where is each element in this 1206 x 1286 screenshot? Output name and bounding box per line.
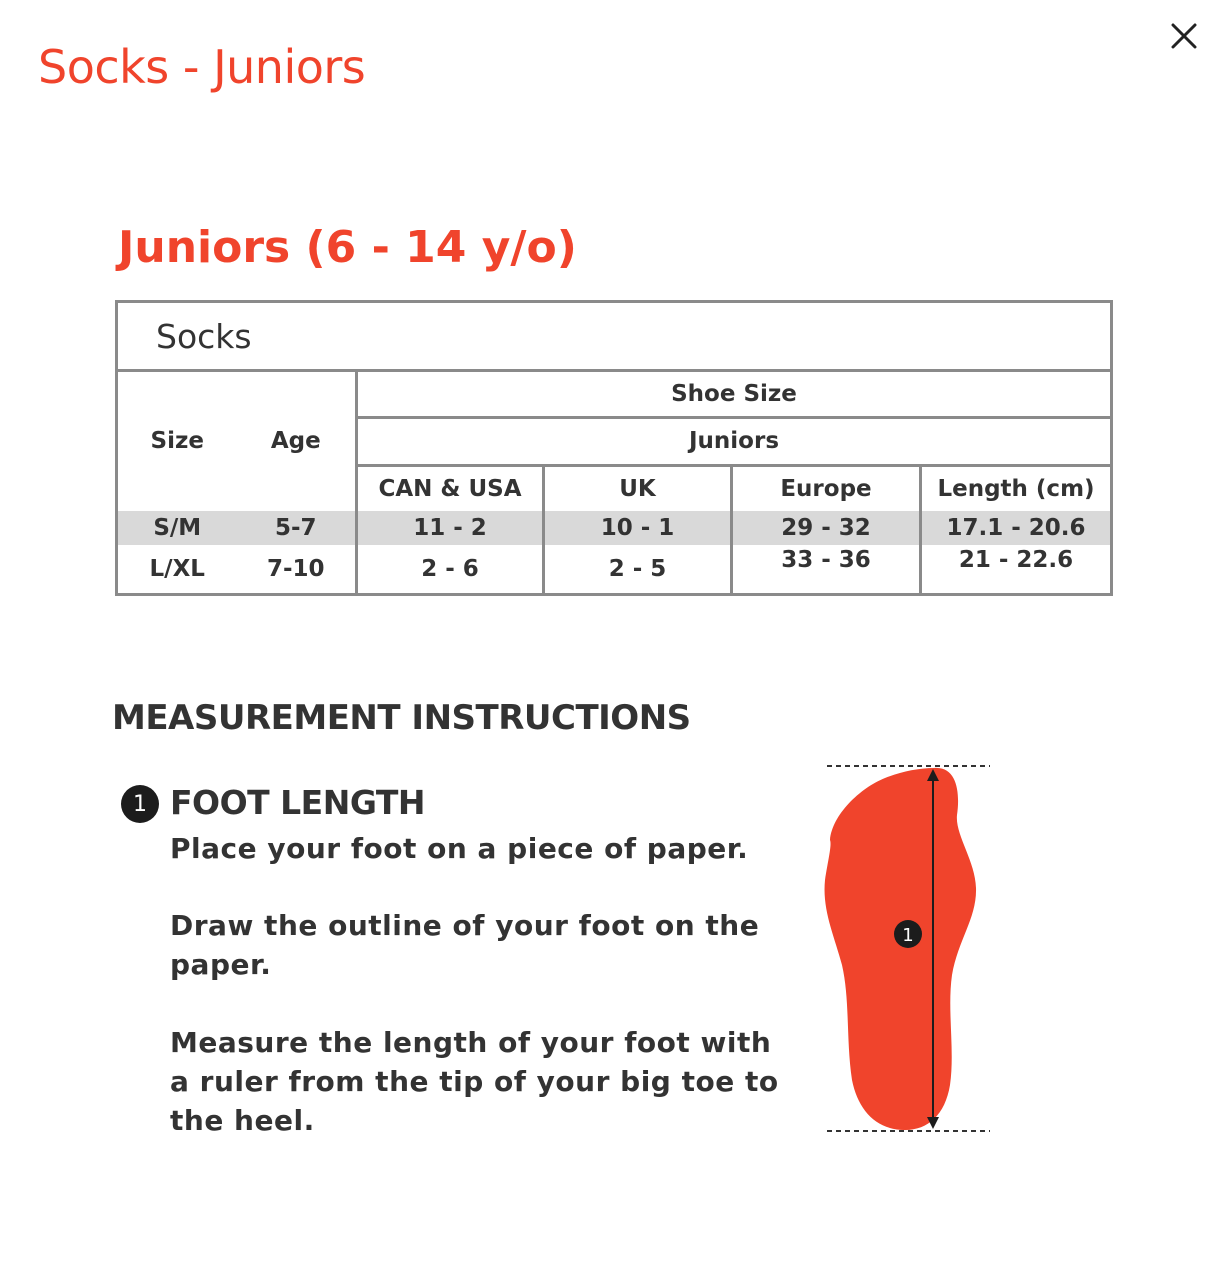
europe-cell: 29 - 32 [732,511,921,545]
shoe-size-header: Shoe Size [357,371,1112,418]
step-title: FOOT LENGTH [170,783,425,822]
europe-header: Europe [732,465,921,511]
can-usa-cell: 2 - 6 [357,545,544,595]
length-header: Length (cm) [921,465,1112,511]
age-cell: 7-10 [237,545,357,595]
length-cell: 17.1 - 20.6 [921,511,1112,545]
instruction-paragraph: Place your foot on a piece of paper. [170,832,749,865]
uk-cell: 10 - 1 [544,511,732,545]
can-usa-header: CAN & USA [357,465,544,511]
table-category: Socks [117,302,1112,371]
juniors-header: Juniors [357,418,1112,465]
diagram-marker-label: 1 [902,925,914,946]
table-row [117,545,1112,595]
size-chart-title: Juniors (6 - 14 y/o) [118,222,577,273]
step-number-badge: 1 [121,785,159,823]
size-cell: L/XL [117,545,237,595]
can-usa-cell: 11 - 2 [357,511,544,545]
uk-cell: 2 - 5 [544,545,732,595]
instruction-paragraph: Draw the outline of your foot on the paper. [170,909,760,981]
age-header: Age [237,371,357,511]
instruction-paragraph: Measure the length of your foot with a ruler from the tip of your big toe to the heel. [170,1026,779,1137]
length-cell: 21 - 22.6 [921,545,1112,595]
foot-diagram [820,755,1000,1145]
age-cell: 5-7 [237,511,357,545]
close-button[interactable] [1162,14,1206,58]
foot-outline-icon [825,768,977,1130]
size-cell: S/M [117,511,237,545]
size-header: Size [117,371,237,511]
table-category-row [117,302,1112,371]
uk-header: UK [544,465,732,511]
modal-title: Socks - Juniors [38,40,366,94]
table-row [117,511,1112,545]
europe-cell: 33 - 36 [732,545,921,595]
size-table [115,300,1113,596]
close-icon [1171,23,1197,49]
table-header-row [117,371,1112,418]
measurement-instructions-heading: MEASUREMENT INSTRUCTIONS [112,698,691,738]
